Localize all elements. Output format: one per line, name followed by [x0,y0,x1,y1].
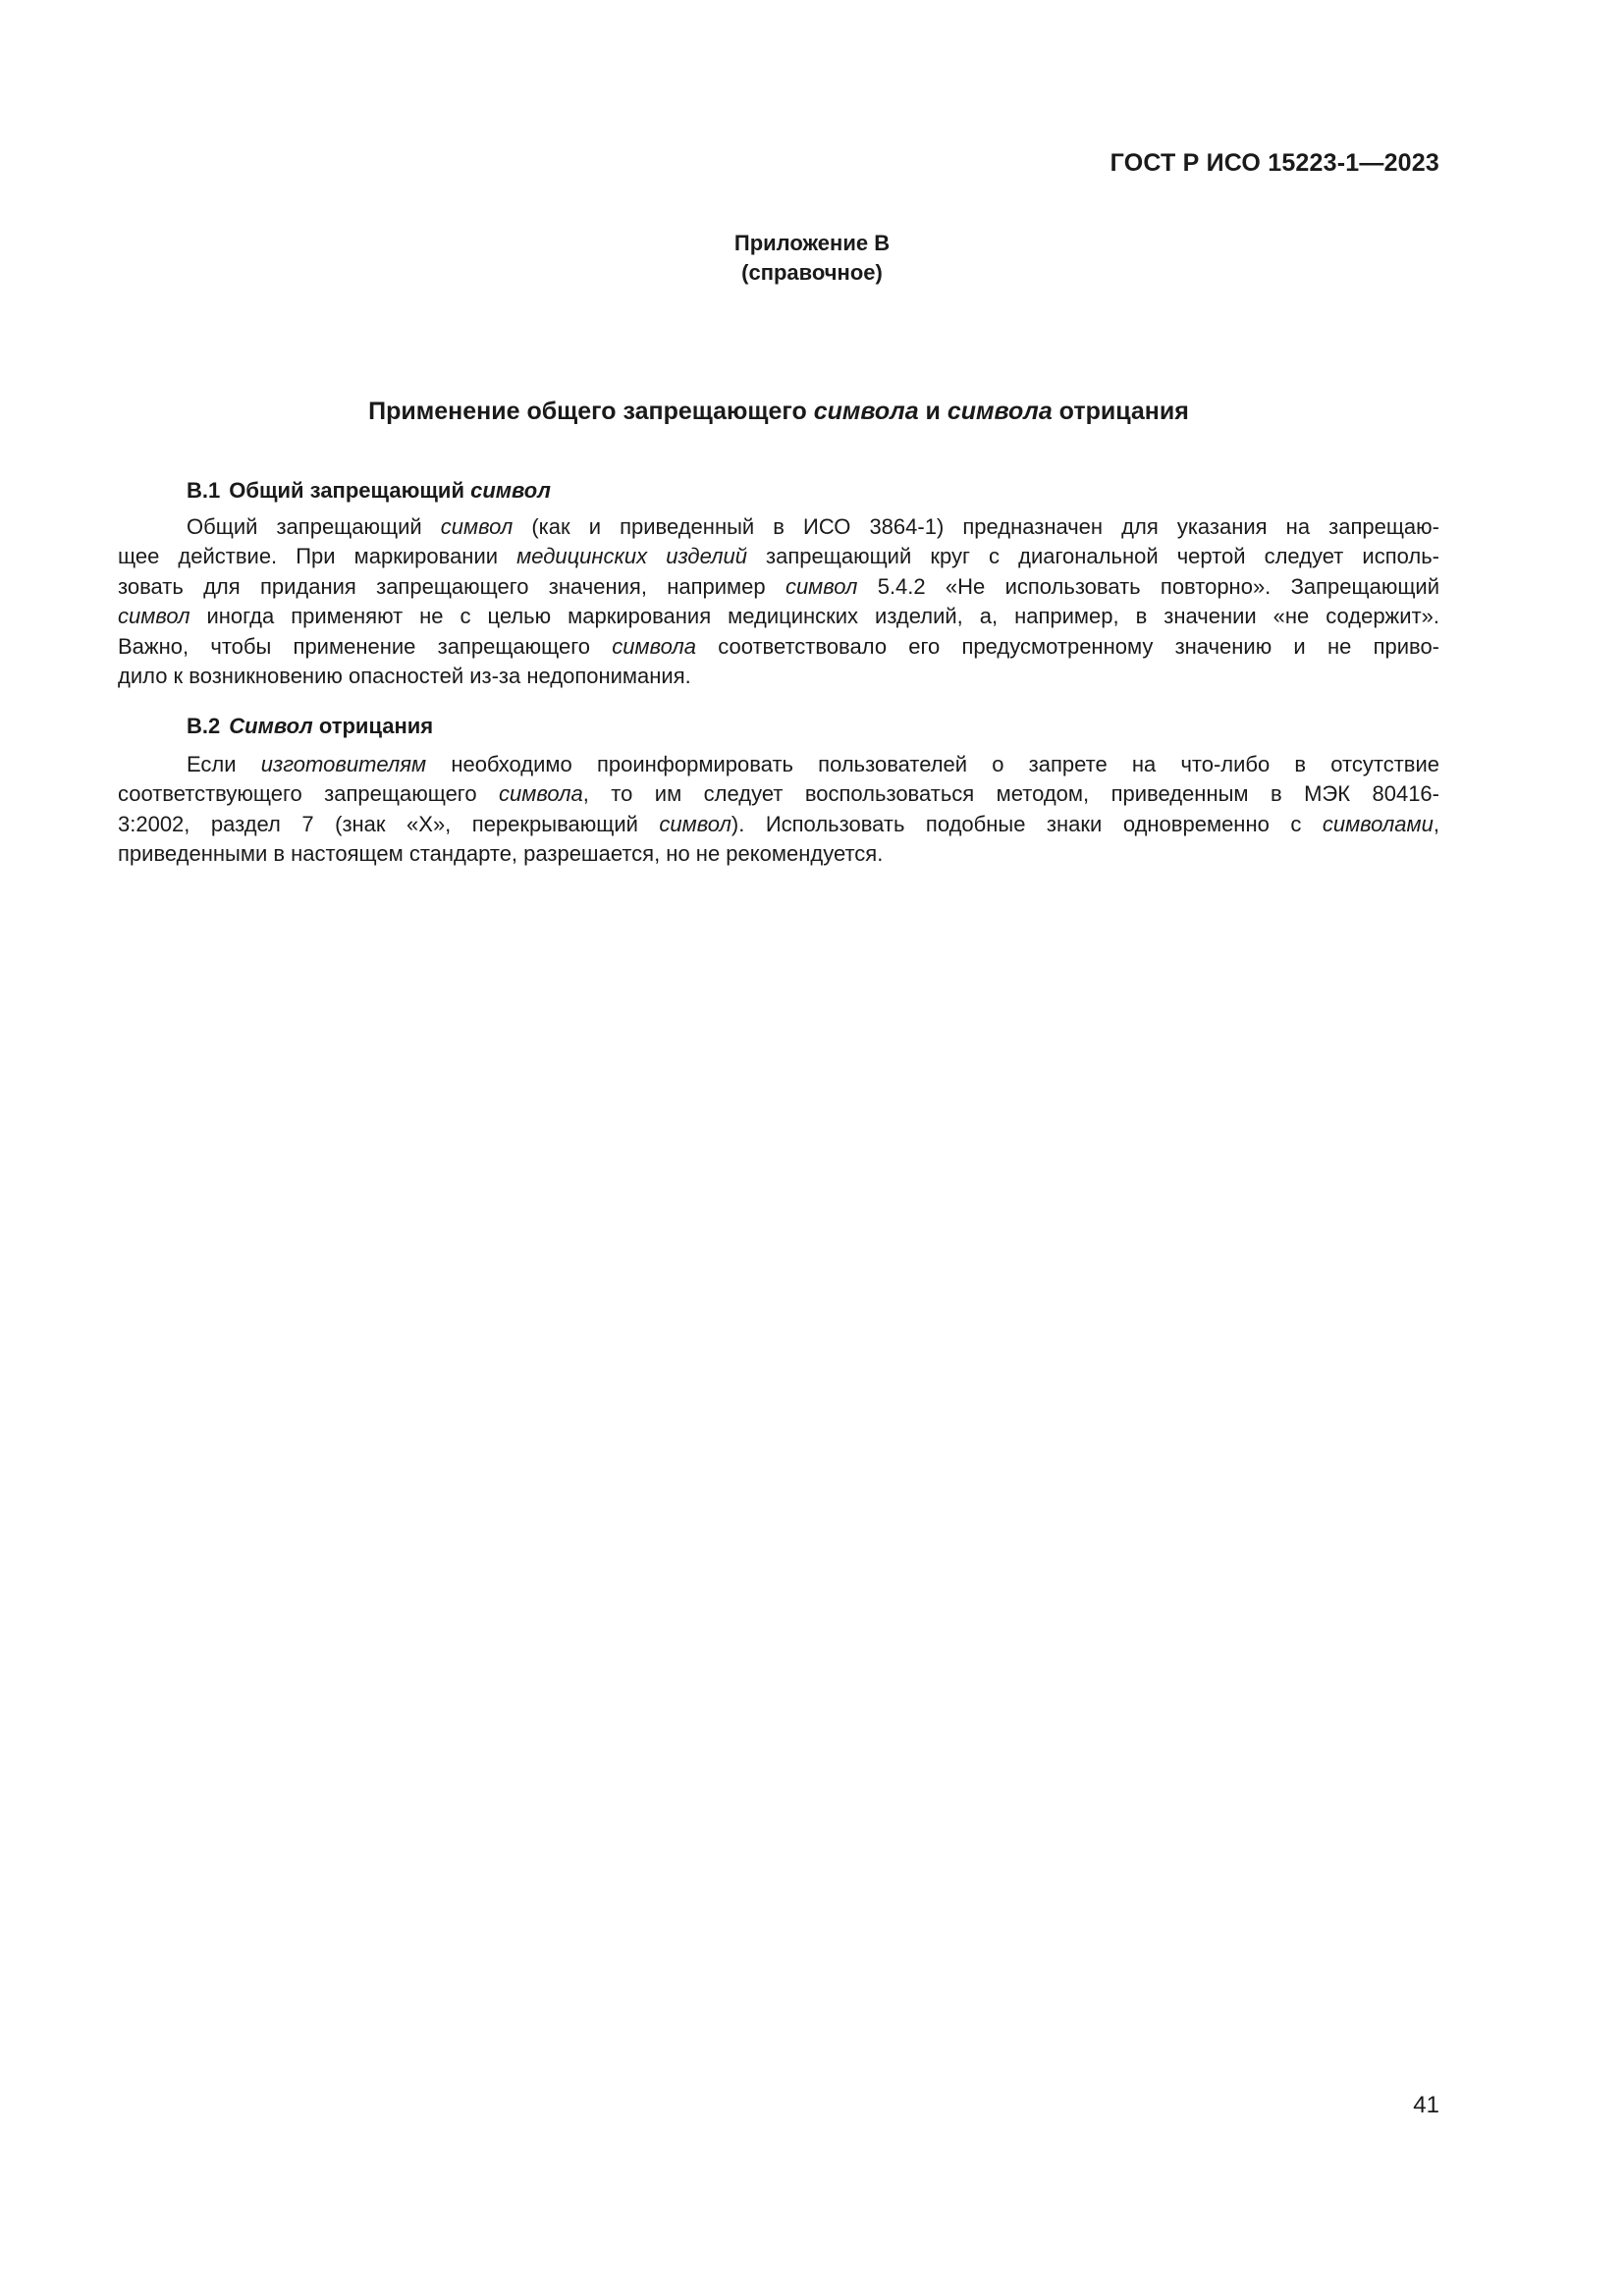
annex-title [118,398,1439,426]
paragraph-line: зовать для придания запрещающего значения, например символ 5.4.2 «Не использовать повторно». Запрещающий [118,573,1439,599]
section-title-plain: Общий запрещающий [229,478,471,503]
annex-title-part: и [918,398,947,425]
paragraph-line: 3:2002, раздел 7 (знак «X», перекрывающий символ). Использовать подобные знаки одновременно с символами, [118,811,1439,836]
page-number: 41 [1413,2092,1439,2118]
annex-title-part: отрицания [1052,398,1189,425]
section-title-italic: символ [470,478,551,503]
annex-title-italic: символа [947,398,1053,425]
annex-label: Приложение В [733,231,891,255]
paragraph-b2 [118,750,1439,870]
paragraph-line: приведенными в настоящем стандарте, разрешается, но не рекомендуется. [118,841,884,867]
section-heading-b2 [187,714,433,739]
paragraph-line: символ иногда применяют не с целью маркирования медицинских изделий, а, например, в значении «не содержит». [118,604,1439,629]
section-number: В.1 [187,478,221,503]
annex-title-part: Применение общего запрещающего [368,398,814,425]
paragraph-line: Общий запрещающий символ (как и приведенный в ИСО 3864-1) предназначен для указания на запрещаю- [187,514,1439,539]
paragraph-b1 [118,512,1439,691]
section-number: В.2 [187,714,221,738]
annex-type: (справочное) [741,260,883,285]
paragraph-line: щее действие. При маркировании медицинских изделий запрещающий круг с диагональной чертой следует исполь- [118,544,1439,569]
paragraph-line: дило к возникновению опасностей из-за недопонимания. [118,664,691,689]
section-heading-b1 [187,478,551,504]
section-title-plain: отрицания [312,714,434,738]
paragraph-line: Если изготовителям необходимо проинформировать пользователей о запрете на что-либо в отсутствие [187,752,1439,776]
annex-heading [0,229,1624,288]
paragraph-line: Важно, чтобы применение запрещающего символа соответствовало его предусмотренному значению и не приво- [118,633,1440,659]
section-title-italic: Символ [229,714,313,738]
paragraph-line: соответствующего запрещающего символа, то им следует воспользоваться методом, приведенным в МЭК 80416- [118,781,1439,807]
document-code: ГОСТ Р ИСО 15223-1—2023 [1110,149,1439,177]
annex-title-italic: символа [813,398,919,425]
